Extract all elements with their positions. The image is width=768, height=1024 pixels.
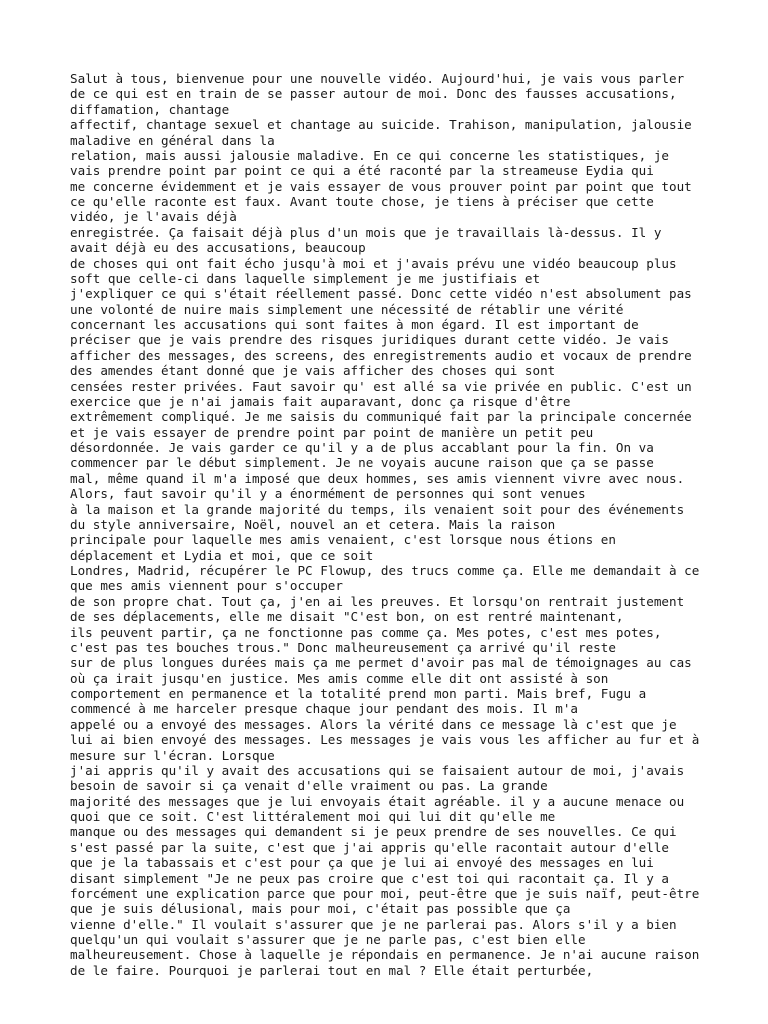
text-line: concernant les accusations qui sont faites à mon égard. Il est important de (70, 317, 639, 332)
text-line: diffamation, chantage (70, 101, 230, 117)
text-line: me concerne évidemment et je vais essayer de vous prouver point par point que tout (70, 178, 692, 194)
text-line: ce qu'elle raconte est faux. Avant toute chose, je tiens à préciser que cette (70, 194, 654, 209)
text-line: que je la tabassais et c'est pour ça que je lui ai envoyé des messages en lui (70, 855, 654, 871)
text-line: mal, même quand il m'a imposé que deux hommes, ses amis viennent vivre avec nous. (70, 470, 685, 486)
text-line: ils peuvent partir, ça ne fonctionne pas comme ça. Mes potes, c'est mes potes, (70, 624, 662, 640)
text-line: lui ai bien envoyé des messages. Les messages je vais vous les afficher au fur et à (70, 732, 700, 748)
text-line: j'ai appris qu'il y avait des accusations qui se faisaient autour de moi, j'avais (70, 762, 685, 778)
text-line: déplacement et Lydia et moi, que ce soit (70, 547, 374, 563)
text-line: exercice que je n'ai jamais fait auparavant, donc ça risque d'être (70, 393, 571, 409)
text-line: avait déjà eu des accusations, beaucoup (70, 240, 366, 256)
text-line: c'est pas tes bouches trous." Donc malheureusement ça arrivé qu'il reste (70, 639, 616, 655)
text-line: et je vais essayer de prendre point par point de manière un petit peu (70, 424, 594, 440)
text-line: relation, mais aussi jalousie maladive. En ce qui concerne les statistiques, je (70, 147, 669, 163)
text-line: des amendes étant donné que je vais afficher des choses qui sont (70, 363, 556, 379)
text-line: censées rester privées. Faut savoir qu' est allé sa vie privée en public. C'est un (70, 378, 692, 394)
text-line: à la maison et la grande majorité du temps, ils venaient soit pour des événements (70, 501, 685, 517)
text-line: extrêmement compliqué. Je me saisis du communiqué fait par la principale concernée (70, 409, 692, 425)
text-line: s'est passé par la suite, c'est que j'ai appris qu'elle racontait autour d'elle (70, 839, 669, 855)
text-line: soft que celle-ci dans laquelle simplement je me justifiais et (70, 270, 541, 286)
text-line: besoin de savoir si ça venait d'elle vraiment ou pas. La grande (70, 778, 548, 794)
text-line: que je suis délusional, mais pour moi, c'était pas possible que ça (70, 901, 571, 917)
text-line: de ses déplacements, elle me disait "C'est bon, on est rentré maintenant, (70, 609, 624, 625)
text-line: disant simplement "Je ne peux pas croire que c'est toi qui racontait ça. Il y a (70, 870, 669, 886)
text-line: maladive en général dans la (70, 132, 275, 148)
document-page (70, 71, 710, 978)
text-line: affectif, chantage sexuel et chantage au suicide. Trahison, manipulation, jalousie (70, 117, 692, 133)
text-line: quelqu'un qui voulait s'assurer que je ne parle pas, c'est bien elle (70, 932, 586, 947)
text-line: vais prendre point par point ce qui a été raconté par la streameuse Eydia qui (70, 163, 654, 179)
text-line: préciser que je vais prendre des risques juridiques durant cette vidéo. Je vais (70, 332, 669, 348)
text-line: vienne d'elle." Il voulait s'assurer que je ne parlerai pas. Alors s'il y a bien (70, 916, 677, 932)
text-line: de ce qui est en train de se passer autour de moi. Donc des fausses accusations, (70, 86, 677, 102)
text-line: sur de plus longues durées mais ça me permet d'avoir pas mal de témoignages au cas (70, 655, 692, 671)
text-line: enregistrée. Ça faisait déjà plus d'un mois que je travaillais là-dessus. Il y (70, 224, 662, 240)
text-line: j'expliquer ce qui s'était réellement passé. Donc cette vidéo n'est absolument pas (70, 286, 692, 302)
text-line: afficher des messages, des screens, des enregistrements audio et vocaux de prendre (70, 347, 692, 363)
text-line: Alors, faut savoir qu'il y a énormément de personnes qui sont venues (70, 486, 586, 502)
text-line: de le faire. Pourquoi je parlerai tout en mal ? Elle était perturbée, (70, 962, 594, 978)
text-line: manque ou des messages qui demandent si je peux prendre de ses nouvelles. Ce qui (70, 824, 677, 840)
text-line: malheureusement. Chose à laquelle je répondais en permanence. Je n'ai aucune raison (70, 947, 700, 963)
text-line: une volonté de nuire mais simplement une nécessité de rétablir une vérité (70, 301, 624, 317)
text-line: du style anniversaire, Noël, nouvel an et cetera. Mais la raison (70, 516, 556, 532)
text-line: principale pour laquelle mes amis venaient, c'est lorsque nous étions en (70, 532, 616, 548)
text-line: commencer par le début simplement. Je ne voyais aucune raison que ça se passe (70, 455, 654, 471)
text-line: majorité des messages que je lui envoyais était agréable. il y a aucune menace ou (70, 793, 685, 809)
text-line: quoi que ce soit. C'est littéralement moi qui lui dit qu'elle me (70, 809, 556, 824)
text-line: appelé ou a envoyé des messages. Alors la vérité dans ce message là c'est que je (70, 716, 677, 732)
text-line: mesure sur l'écran. Lorsque (70, 747, 275, 763)
text-line: commencé à me harceler presque chaque jour pendant des mois. Il m'a (70, 701, 578, 717)
text-line: forcément une explication parce que pour moi, peut-être que je suis naïf, peut-être (70, 885, 700, 901)
text-line: vidéo, je l'avais déjà (70, 209, 237, 225)
text-line: désordonnée. Je vais garder ce qu'il y a de plus accablant pour la fin. On va (70, 440, 654, 455)
text-line: Salut à tous, bienvenue pour une nouvelle vidéo. Aujourd'hui, je vais vous parler (70, 71, 685, 86)
text-line: de son propre chat. Tout ça, j'en ai les preuves. Et lorsqu'on rentrait justement (70, 593, 685, 609)
text-line: où ça irait jusqu'en justice. Mes amis comme elle dit ont assisté à son (70, 670, 609, 686)
text-line: Londres, Madrid, récupérer le PC Flowup, des trucs comme ça. Elle me demandait à ce (70, 563, 700, 578)
text-line: de choses qui ont fait écho jusqu'à moi et j'avais prévu une vidéo beaucoup plus (70, 255, 677, 271)
text-line: comportement en permanence et la totalité prend mon parti. Mais bref, Fugu a (70, 686, 647, 701)
text-line: que mes amis viennent pour s'occuper (70, 578, 343, 594)
